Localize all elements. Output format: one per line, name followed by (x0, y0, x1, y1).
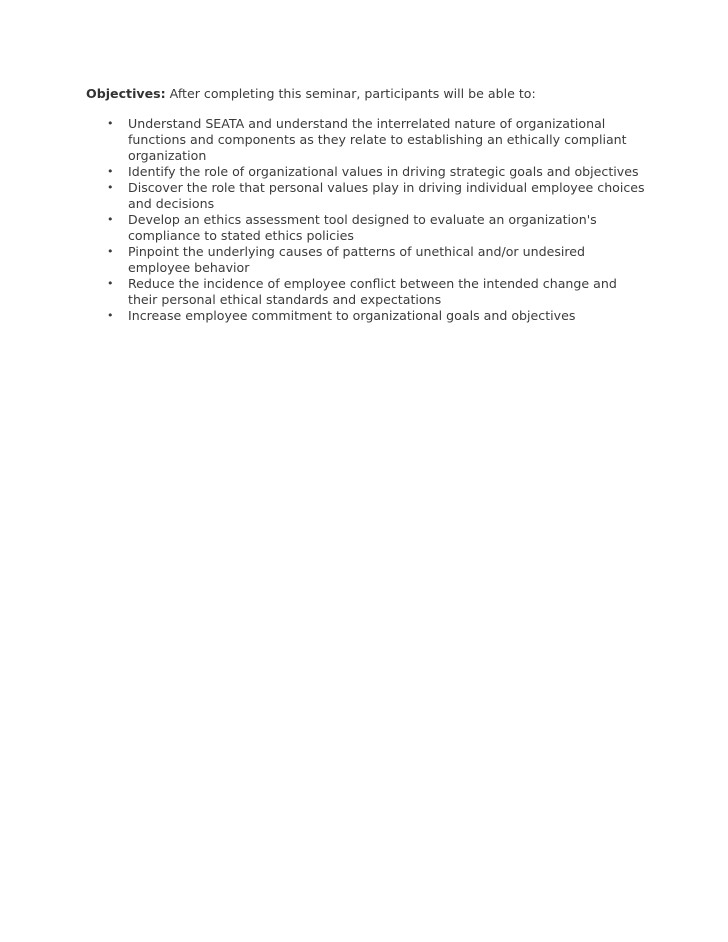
list-item-text: Pinpoint the underlying causes of patterns of unethical and/or undesired employee behavior (128, 244, 586, 275)
list-item (86, 308, 646, 324)
list-item (86, 180, 646, 212)
bullet-icon: • (107, 245, 114, 258)
objectives-section (86, 86, 646, 324)
list-item (86, 244, 646, 276)
list-item (86, 164, 646, 180)
bullet-icon: • (107, 165, 114, 178)
list-item-text: Reduce the incidence of employee conflict between the intended change and their personal ethical standards and expectations (128, 276, 617, 307)
bullet-icon: • (107, 277, 114, 290)
bullet-icon: • (107, 309, 114, 322)
list-item-text: Understand SEATA and understand the interrelated nature of organizational functions and components as they relate to establishing an ethically compliant organization (128, 116, 627, 163)
list-item (86, 276, 646, 308)
bullet-icon: • (107, 213, 114, 226)
objectives-list (86, 116, 646, 324)
list-item-text: Develop an ethics assessment tool designed to evaluate an organization's compliance to stated ethics policies (128, 212, 597, 243)
objectives-intro (86, 86, 646, 102)
list-item-text: Identify the role of organizational values in driving strategic goals and objectives (128, 164, 639, 179)
bullet-icon: • (107, 117, 114, 130)
bullet-icon: • (107, 181, 114, 194)
list-item (86, 116, 646, 164)
list-item-text: Increase employee commitment to organizational goals and objectives (128, 308, 576, 323)
list-item-text: Discover the role that personal values play in driving individual employee choices and decisions (128, 180, 645, 211)
objectives-intro-text: After completing this seminar, participants will be able to: (165, 86, 536, 101)
objectives-label: Objectives: (86, 86, 166, 101)
list-item (86, 212, 646, 244)
